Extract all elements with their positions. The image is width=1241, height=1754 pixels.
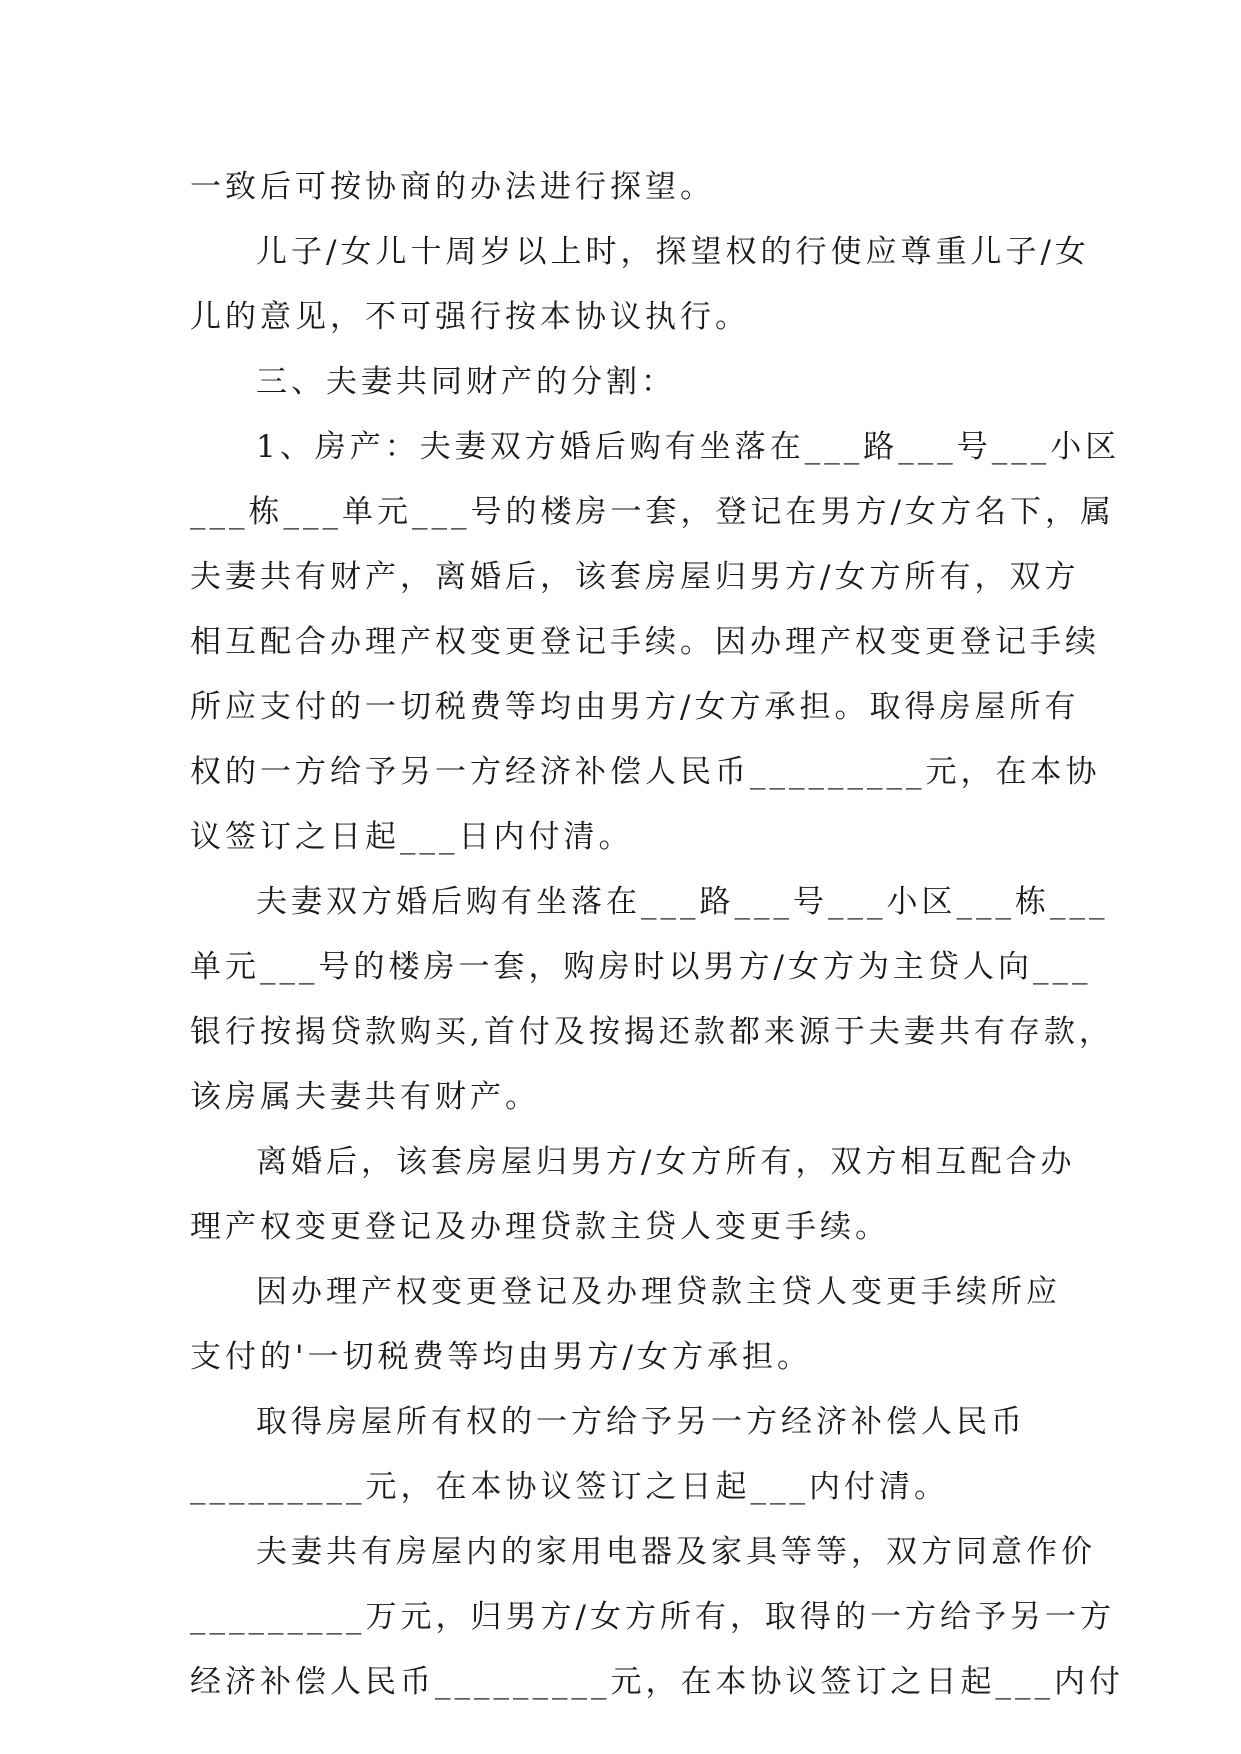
text-line: 单元___号的楼房一套，购房时以男方/女方为主贷人向___ <box>190 949 1092 985</box>
text-line: 儿的意见，不可强行按本协议执行。 <box>190 299 750 335</box>
text-line: ___栋___单元___号的楼房一套，登记在男方/女方名下，属 <box>190 494 1115 530</box>
paragraph-first-line: 1、房产：夫妻双方婚后购有坐落在___路___号___小区 <box>256 429 1121 465</box>
text-line: _________元，在本协议签订之日起___内付清。 <box>190 1469 949 1505</box>
paragraph-first-line: 夫妻共有房屋内的家用电器及家具等等，双方同意作价 <box>256 1534 1096 1570</box>
text-line: 支付的'一切税费等均由男方/女方承担。 <box>190 1339 812 1375</box>
document-body <box>190 155 1124 1715</box>
paragraph-first-line: 因办理产权变更登记及办理贷款主贷人变更手续所应 <box>256 1274 1061 1310</box>
paragraph-first-line: 夫妻双方婚后购有坐落在___路___号___小区___栋___ <box>256 884 1109 920</box>
text-line: _________万元，归男方/女方所有，取得的一方给予另一方 <box>190 1599 1115 1635</box>
text-line: 所应支付的一切税费等均由男方/女方承担。取得房屋所有 <box>190 689 1080 725</box>
text-line: 银行按揭贷款购买,首付及按揭还款都来源于夫妻共有存款， <box>190 1014 1114 1050</box>
text-line: 议签订之日起___日内付清。 <box>190 819 634 855</box>
section-heading: 三、夫妻共同财产的分割： <box>256 364 676 400</box>
text-line: 夫妻共有财产，离婚后，该套房屋归男方/女方所有，双方 <box>190 559 1080 595</box>
text-line: 经济补偿人民币_________元，在本协议签订之日起___内付 <box>190 1664 1124 1700</box>
text-line: 相互配合办理产权变更登记手续。因办理产权变更登记手续 <box>190 624 1100 660</box>
paragraph-first-line: 离婚后，该套房屋归男方/女方所有，双方相互配合办 <box>256 1144 1076 1180</box>
text-line: 权的一方给予另一方经济补偿人民币_________元，在本协 <box>190 754 1101 790</box>
paragraph-first-line: 儿子/女儿十周岁以上时，探望权的行使应尊重儿子/女 <box>256 234 1090 270</box>
text-line: 理产权变更登记及办理贷款主贷人变更手续。 <box>190 1209 890 1245</box>
text-line: 该房属夫妻共有财产。 <box>190 1079 540 1115</box>
paragraph-first-line: 取得房屋所有权的一方给予另一方经济补偿人民币 <box>256 1404 1026 1440</box>
text-line: 一致后可按协商的办法进行探望。 <box>190 169 715 205</box>
